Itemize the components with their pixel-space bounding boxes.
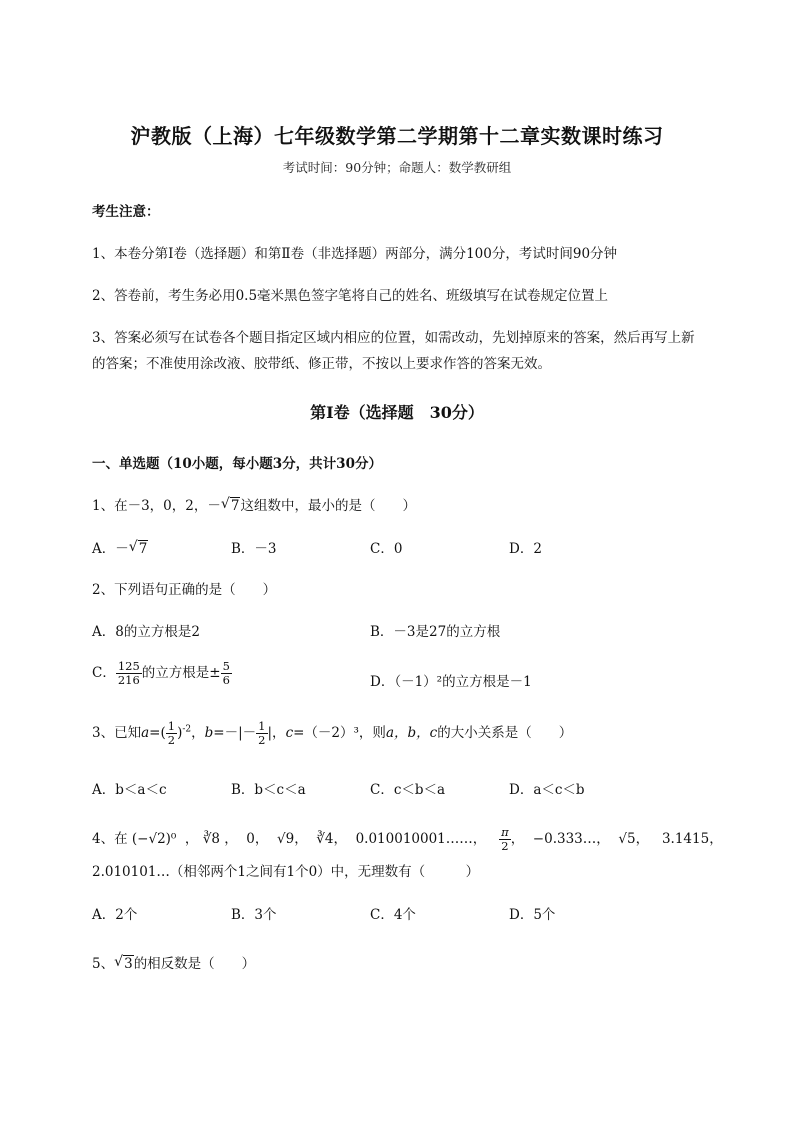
q3-var-a: a (141, 725, 150, 741)
q1-option-c[interactable]: C．0 (370, 541, 403, 557)
q2-option-d[interactable]: D．（－1）²的立方根是－1 (370, 674, 532, 690)
q3-text: =－|－ (213, 725, 257, 741)
fraction (166, 720, 177, 747)
q3-var-b: b (204, 725, 214, 741)
question-1 (92, 494, 416, 514)
sqrt-symbol (221, 498, 241, 514)
notice-item: 3、答案必须写在试卷各个题目指定区域内相应的位置，如需改动，先划掉原来的答案，然后再写上新 (92, 330, 695, 346)
q5-radicand: 3 (124, 956, 133, 972)
q3-var-c: c (285, 725, 294, 741)
numerator: 1 (258, 719, 266, 733)
q4-item: 3.1415 (661, 831, 710, 847)
q3-text: |， (267, 725, 286, 741)
question-4: 4、在 (−√2)⁰ ， ∛8 ， 0， √9， ∛4， 0.010010001……， $\frac{\pi}{2}$ ， −0.333…， √5， 3.1415， (92, 825, 723, 853)
denominator: 216 (117, 673, 140, 687)
notice-item: 的答案；不准使用涂改液、胶带纸、修正带，不按以上要求作答的答案无效。 (92, 356, 551, 372)
denominator: 2 (167, 733, 176, 747)
q5-text: 的相反数是（ ） (133, 956, 256, 972)
q4-option-b[interactable]: B．3个 (231, 907, 277, 923)
q4-item: √5 (618, 831, 636, 847)
q3-option-c[interactable]: C．c＜b＜a (370, 782, 446, 798)
q3-text: =( (149, 725, 166, 741)
q4-option-a[interactable]: A．2个 (92, 907, 138, 923)
part-title: 一、单选题（10小题，每小题3分，共计30分） (92, 456, 382, 472)
q3-option-d[interactable]: D．a＜c＜b (509, 782, 585, 798)
fraction (221, 660, 232, 687)
numerator: 1 (167, 719, 176, 733)
q2-option-a[interactable]: A．8的立方根是2 (92, 624, 200, 640)
denominator: 6 (222, 673, 230, 687)
q1-option-b[interactable]: B．－3 (231, 541, 277, 557)
q1-suffix: 这组数中，最小的是（ ） (240, 498, 416, 514)
q5-text: 5、 (92, 956, 115, 972)
sqrt-symbol (114, 956, 134, 972)
denominator: 2 (258, 733, 266, 747)
fraction (499, 826, 511, 853)
notice-heading: 考生注意： (92, 204, 160, 220)
option-label: A．－ (92, 541, 129, 557)
q1-radicand: 7 (230, 498, 240, 514)
question-4-line2: 2.010101…（相邻两个1之间有1个0）中，无理数有（ ） (92, 864, 480, 880)
q3-text: =（－2）³，则 (293, 725, 386, 741)
q4-option-d[interactable]: D．5个 (509, 907, 556, 923)
notice-item: 2、答卷前，考生务必用0.5毫米黑色签字笔将自己的姓名、班级填写在试卷规定位置上 (92, 288, 609, 304)
question-2: 2、下列语句正确的是（ ） (92, 582, 277, 598)
notice-item: 1、本卷分第I卷（选择题）和第Ⅱ卷（非选择题）两部分，满分100分，考试时间90分钟 (92, 246, 618, 262)
q3-text: 的大小关系是（ ） (437, 725, 573, 741)
exam-subtitle: 考试时间：90分钟；命题人：数学教研组 (282, 160, 512, 175)
exam-title: 沪教版（上海）七年级数学第二学期第十二章实数课时练习 (130, 124, 664, 148)
q3-option-a[interactable]: A．b＜a＜c (92, 782, 167, 798)
q1-option-a[interactable] (92, 537, 148, 557)
q1-prefix: 1、在－3，0，2，－ (92, 498, 221, 514)
fraction (116, 660, 142, 687)
q4-option-c[interactable]: C．4个 (370, 907, 416, 923)
q3-vars: a，b，c (385, 725, 438, 741)
q4-item: ∛8 (202, 831, 220, 847)
q2-option-c[interactable] (92, 660, 232, 687)
option-text: 的立方根是± (141, 665, 221, 681)
option-radicand: 7 (138, 541, 148, 557)
q4-item: ∛4 (316, 831, 334, 847)
denominator: 2 (501, 839, 509, 853)
fraction (256, 720, 267, 747)
q3-option-b[interactable]: B．b＜c＜a (231, 782, 306, 798)
numerator: π (501, 825, 509, 839)
q3-text: 3、已知 (92, 725, 142, 741)
numerator: 125 (117, 659, 140, 673)
numerator: 5 (222, 659, 230, 673)
q1-option-d[interactable]: D．2 (509, 541, 542, 557)
q4-text: 4、在 (92, 831, 128, 847)
q4-item: 0.010010001…… (355, 831, 473, 847)
q4-item: (−√2)⁰ (131, 831, 177, 847)
sqrt-symbol (129, 541, 149, 557)
q2-option-b[interactable]: B．－3是27的立方根 (370, 624, 501, 640)
question-5 (92, 952, 255, 972)
exponent: -2 (182, 724, 192, 735)
question-3: 3、已知a=( $\frac{1}{2}$ )$^{-2}$，b=－|－ $\frac{1}{2}$ |，c=（－2）³，则a，b，c的大小关系是（ ） (92, 719, 573, 747)
q4-item: √9 (276, 831, 295, 847)
q4-item: −0.333… (532, 831, 597, 847)
section-title: 第I卷（选择题 30分） (310, 403, 484, 422)
q3-text: ， (191, 725, 205, 741)
q4-item: 0 (246, 831, 255, 847)
option-label: C． (92, 665, 116, 681)
